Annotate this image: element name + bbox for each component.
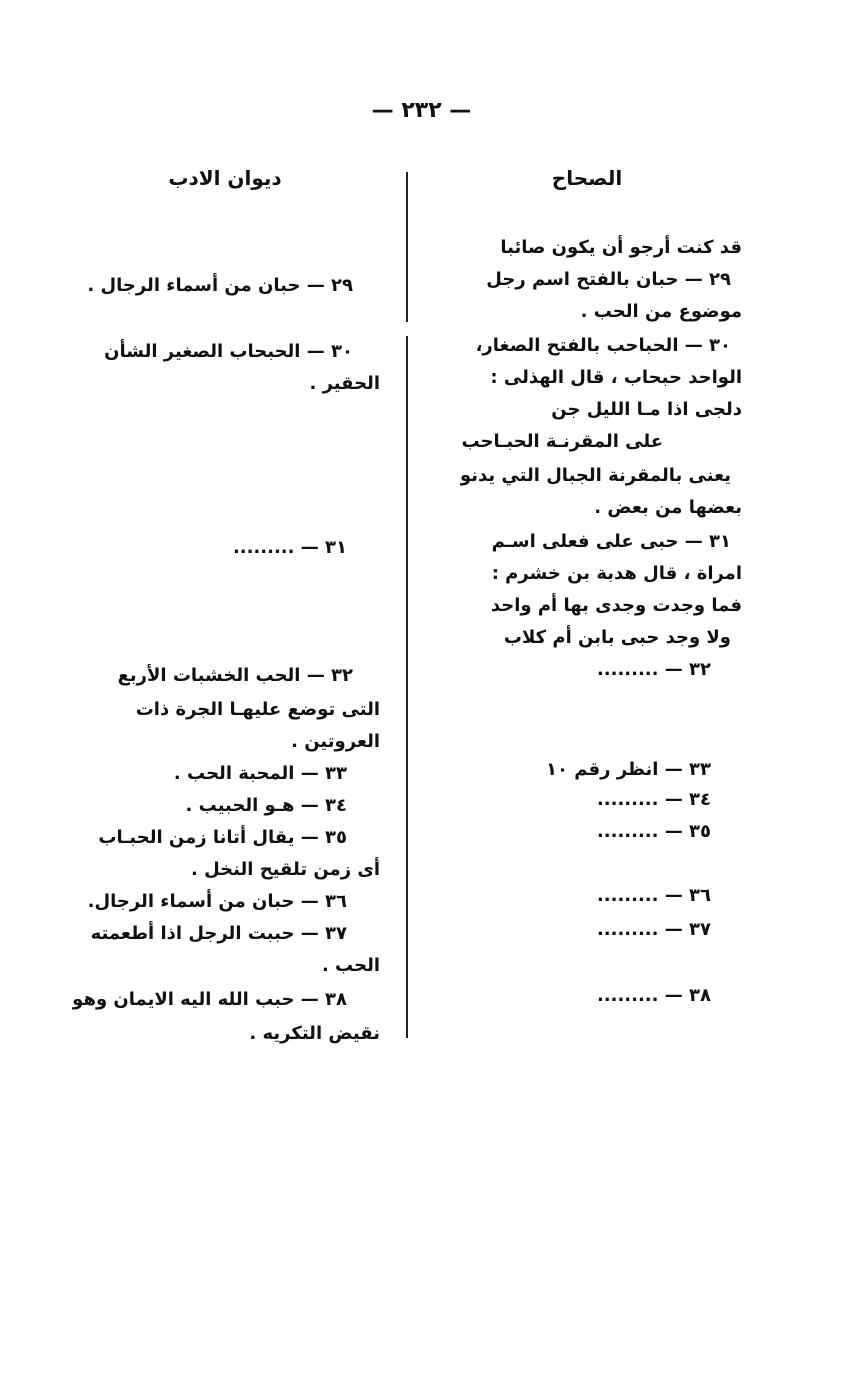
diwan-entry-29: ٢٩ — حبان من أسماء الرجال . <box>87 275 353 296</box>
sihah-entry-32: ٣٢ — ......... <box>596 659 711 680</box>
column-header-diwan-al-adab: ديوان الادب <box>168 166 282 190</box>
sihah-entry-29: ٢٩ — حبان بالفتح اسم رجل <box>486 269 731 290</box>
sihah-entry-37: ٣٧ — ......... <box>596 919 711 940</box>
diwan-entry-37: ٣٧ — حببت الرجل اذا أطعمته <box>90 923 347 944</box>
diwan-line: الحب . <box>321 955 380 976</box>
sihah-verse-line: دلجى اذا مـا الليل جن <box>551 399 742 420</box>
sihah-line: امراة ، قال هدبة بن خشرم : <box>491 563 742 584</box>
diwan-line: الحقير . <box>309 373 380 394</box>
sihah-entry-31: ٣١ — حبى على فعلى اسـم <box>491 531 731 552</box>
diwan-line: التى توضع عليهـا الجرة ذات <box>135 699 380 720</box>
diwan-line: أى زمن تلقيح النخل . <box>191 859 380 880</box>
sihah-line: قد كنت أرجو أن يكون صائبا <box>500 237 742 258</box>
sihah-entry-36: ٣٦ — ......... <box>596 885 711 906</box>
sihah-verse-line: ولا وجد حبى بابن أم كلاب <box>503 627 731 648</box>
diwan-entry-32: ٣٢ — الحب الخشبات الأربع <box>117 665 353 686</box>
sihah-entry-38: ٣٨ — ......... <box>596 985 711 1006</box>
sihah-line: موضوع من الحب . <box>580 301 742 322</box>
diwan-entry-31: ٣١ — ......... <box>232 537 347 558</box>
diwan-line: العروتين . <box>291 731 380 752</box>
diwan-entry-33: ٣٣ — المحبة الحب . <box>173 763 347 784</box>
column-divider-upper <box>406 172 408 322</box>
column-divider-lower <box>406 336 408 1038</box>
sihah-entry-30: ٣٠ — الحباحب بالفتح الصغار، <box>475 335 731 356</box>
sihah-verse-line: فما وجدت وجدى بها أم واحد <box>490 595 742 616</box>
diwan-line: نقيض التكريه . <box>249 1023 380 1044</box>
diwan-entry-38: ٣٨ — حبب الله اليه الايمان وهو <box>72 989 347 1010</box>
diwan-entry-30: ٣٠ — الحبحاب الصغير الشأن <box>104 341 353 362</box>
sihah-entry-34: ٣٤ — ......... <box>596 789 711 810</box>
sihah-verse-line: على المقرنـة الحبـاحب <box>461 431 663 452</box>
sihah-entry-35: ٣٥ — ......... <box>596 821 711 842</box>
page-number: — ٢٣٢ — <box>371 98 472 123</box>
sihah-line: يعنى بالمقرنة الجبال التي يدنو <box>459 465 731 486</box>
diwan-entry-34: ٣٤ — هـو الحبيب . <box>185 795 347 816</box>
sihah-line: بعضها من بعض . <box>594 497 742 518</box>
sihah-line: الواحد حبحاب ، قال الهذلى : <box>490 367 742 388</box>
diwan-entry-35: ٣٥ — يقال أتانا زمن الحبـاب <box>98 827 347 848</box>
column-header-sihah: الصحاح <box>551 166 623 190</box>
sihah-entry-33: ٣٣ — انظر رقم ١٠ <box>546 759 711 780</box>
diwan-entry-36: ٣٦ — حبان من أسماء الرجال. <box>87 891 347 912</box>
